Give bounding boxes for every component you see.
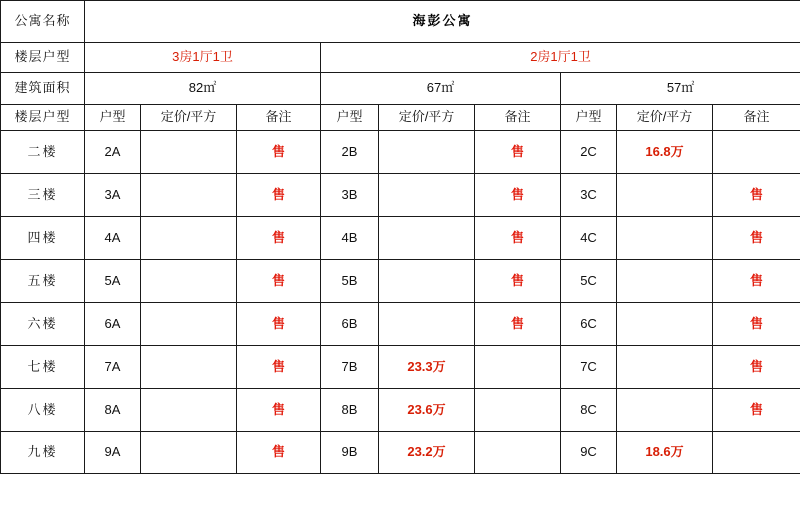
sub-header-row (1, 105, 800, 131)
unit-a: 5A (85, 260, 141, 303)
remark-b: 售 (475, 217, 561, 260)
price-b: 23.2万 (379, 432, 475, 474)
table-row (1, 346, 800, 389)
unit-a: 3A (85, 174, 141, 217)
col-header-remark-a: 备注 (237, 105, 321, 131)
price-a (141, 174, 237, 217)
col-header-unit-a: 户型 (85, 105, 141, 131)
unit-a: 9A (85, 432, 141, 474)
remark-a: 售 (237, 303, 321, 346)
col-header-price-b: 定价/平方 (379, 105, 475, 131)
table-row (1, 217, 800, 260)
col-header-remark-c: 备注 (713, 105, 800, 131)
price-c: 18.6万 (617, 432, 713, 474)
unit-a: 2A (85, 131, 141, 174)
price-b (379, 174, 475, 217)
row-label-name: 公寓名称 (1, 1, 85, 43)
remark-c (713, 131, 800, 174)
unit-a: 6A (85, 303, 141, 346)
table-row (1, 432, 800, 474)
price-c (617, 346, 713, 389)
row-label-area: 建筑面积 (1, 73, 85, 105)
remark-c: 售 (713, 217, 800, 260)
unit-a: 8A (85, 389, 141, 432)
layout-row (1, 43, 800, 73)
unit-b: 8B (321, 389, 379, 432)
remark-b (475, 432, 561, 474)
area-row (1, 73, 800, 105)
layout-group-2: 2房1厅1卫 (321, 43, 800, 73)
unit-c: 9C (561, 432, 617, 474)
remark-a: 售 (237, 389, 321, 432)
col-header-remark-b: 备注 (475, 105, 561, 131)
floor-label: 六楼 (1, 303, 85, 346)
remark-c (713, 432, 800, 474)
remark-a: 售 (237, 131, 321, 174)
price-a (141, 131, 237, 174)
floor-label: 三楼 (1, 174, 85, 217)
unit-b: 4B (321, 217, 379, 260)
price-b (379, 217, 475, 260)
table-row (1, 303, 800, 346)
unit-b: 5B (321, 260, 379, 303)
price-a (141, 389, 237, 432)
col-header-unit-b: 户型 (321, 105, 379, 131)
price-c (617, 217, 713, 260)
price-a (141, 303, 237, 346)
layout-group-1: 3房1厅1卫 (85, 43, 321, 73)
unit-b: 7B (321, 346, 379, 389)
floor-label: 五楼 (1, 260, 85, 303)
table-row (1, 131, 800, 174)
unit-b: 2B (321, 131, 379, 174)
floor-label: 八楼 (1, 389, 85, 432)
row-label-layout: 楼层户型 (1, 43, 85, 73)
remark-a: 售 (237, 432, 321, 474)
unit-c: 2C (561, 131, 617, 174)
remark-b (475, 346, 561, 389)
price-b: 23.6万 (379, 389, 475, 432)
unit-a: 7A (85, 346, 141, 389)
floor-label: 二楼 (1, 131, 85, 174)
remark-c: 售 (713, 174, 800, 217)
unit-a: 4A (85, 217, 141, 260)
price-c (617, 303, 713, 346)
floor-label: 九楼 (1, 432, 85, 474)
remark-c: 售 (713, 303, 800, 346)
price-a (141, 260, 237, 303)
area-group-2: 67㎡ (321, 73, 561, 105)
unit-b: 3B (321, 174, 379, 217)
remark-a: 售 (237, 174, 321, 217)
unit-c: 4C (561, 217, 617, 260)
price-a (141, 432, 237, 474)
floor-label: 四楼 (1, 217, 85, 260)
price-c: 16.8万 (617, 131, 713, 174)
price-c (617, 389, 713, 432)
price-b: 23.3万 (379, 346, 475, 389)
remark-b: 售 (475, 174, 561, 217)
price-b (379, 303, 475, 346)
page-title: 海彭公寓 (85, 1, 800, 43)
remark-a: 售 (237, 346, 321, 389)
remark-c: 售 (713, 389, 800, 432)
unit-b: 6B (321, 303, 379, 346)
remark-b: 售 (475, 303, 561, 346)
unit-c: 6C (561, 303, 617, 346)
remark-c: 售 (713, 346, 800, 389)
table-row (1, 260, 800, 303)
col-header-price-a: 定价/平方 (141, 105, 237, 131)
price-a (141, 346, 237, 389)
col-header-price-c: 定价/平方 (617, 105, 713, 131)
price-c (617, 174, 713, 217)
price-b (379, 260, 475, 303)
remark-c: 售 (713, 260, 800, 303)
col-header-unit-c: 户型 (561, 105, 617, 131)
table-row (1, 389, 800, 432)
remark-a: 售 (237, 217, 321, 260)
floor-label: 七楼 (1, 346, 85, 389)
remark-b (475, 389, 561, 432)
unit-c: 3C (561, 174, 617, 217)
row-label-subheader: 楼层户型 (1, 105, 85, 131)
unit-c: 8C (561, 389, 617, 432)
area-group-1: 82㎡ (85, 73, 321, 105)
title-row (1, 1, 800, 43)
unit-c: 7C (561, 346, 617, 389)
table-row (1, 174, 800, 217)
price-c (617, 260, 713, 303)
remark-b: 售 (475, 260, 561, 303)
price-b (379, 131, 475, 174)
unit-c: 5C (561, 260, 617, 303)
price-a (141, 217, 237, 260)
unit-b: 9B (321, 432, 379, 474)
area-group-3: 57㎡ (561, 73, 800, 105)
remark-a: 售 (237, 260, 321, 303)
remark-b: 售 (475, 131, 561, 174)
